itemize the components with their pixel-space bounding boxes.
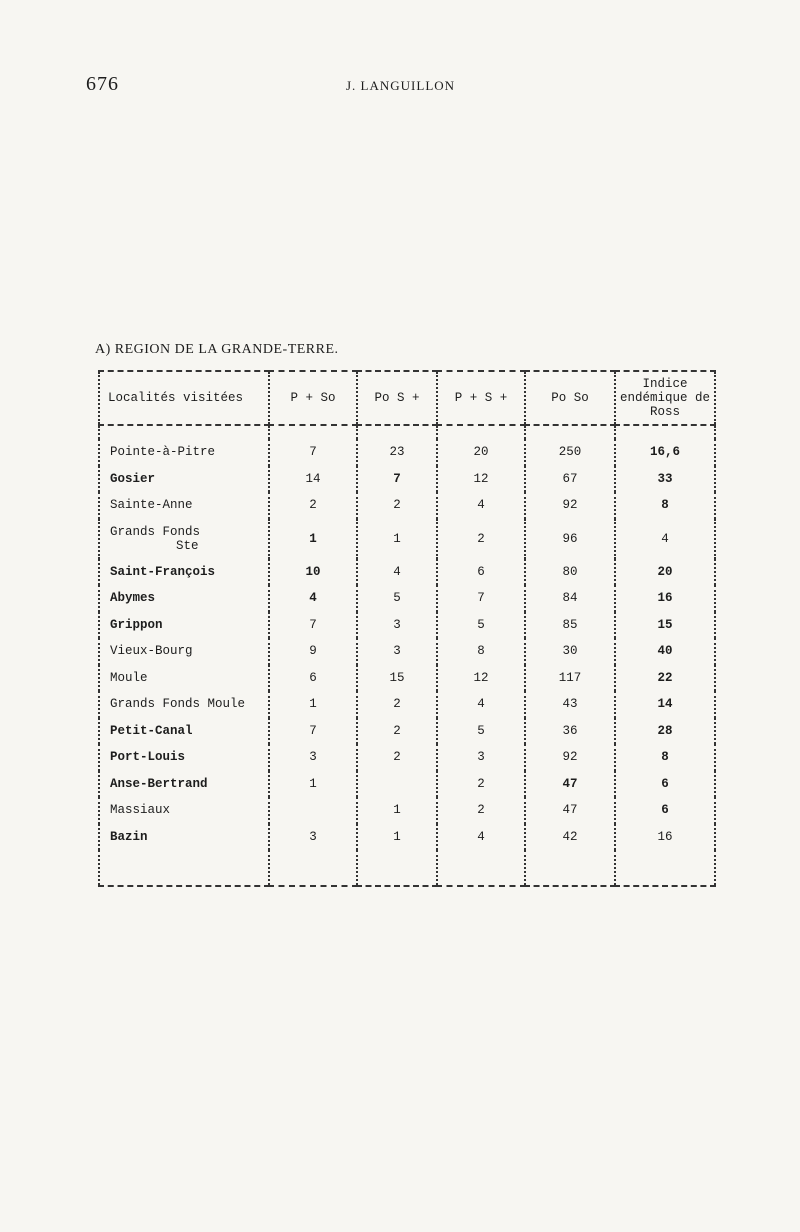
value-cell: 4 [269,585,357,612]
table-row [99,665,715,692]
value-cell: 84 [525,585,615,612]
value-cell: 23 [357,439,437,466]
value-cell: 1 [269,771,357,798]
value-cell: 15 [615,612,715,639]
value-cell: 36 [525,718,615,745]
value-cell: 117 [525,665,615,692]
value-cell: 3 [269,744,357,771]
value-cell: 5 [437,612,525,639]
value-cell: 7 [437,585,525,612]
value-cell: 14 [615,691,715,718]
value-cell: 4 [357,559,437,586]
table-row [99,585,715,612]
locality-cell: Gosier [99,466,269,493]
locality-line-1: Grands Fonds [110,524,201,539]
value-cell: 2 [269,492,357,519]
column-header: Po So [525,371,615,425]
value-cell: 5 [357,585,437,612]
value-cell: 16 [615,824,715,851]
locality-cell: Port-Louis [99,744,269,771]
table-spacer-row [99,425,715,439]
value-cell: 4 [437,824,525,851]
value-cell: 8 [615,744,715,771]
value-cell: 4 [437,492,525,519]
value-cell: 2 [437,771,525,798]
value-cell: 22 [615,665,715,692]
table-row [99,744,715,771]
table-row [99,718,715,745]
value-cell: 7 [269,439,357,466]
data-table [98,370,716,887]
column-header: Po S + [357,371,437,425]
value-cell: 80 [525,559,615,586]
value-cell [357,771,437,798]
value-cell: 2 [437,519,525,559]
table-row [99,519,715,559]
value-cell: 2 [357,718,437,745]
locality-line-2: Ste [176,538,199,553]
page-number: 676 [86,73,119,95]
value-cell: 2 [437,797,525,824]
value-cell: 40 [615,638,715,665]
value-cell: 33 [615,466,715,493]
value-cell: 1 [357,519,437,559]
locality-cell: Pointe-à-Pitre [99,439,269,466]
value-cell: 6 [437,559,525,586]
locality-cell: Saint-François [99,559,269,586]
value-cell: 3 [357,612,437,639]
value-cell: 9 [269,638,357,665]
value-cell: 42 [525,824,615,851]
value-cell: 3 [269,824,357,851]
value-cell: 20 [437,439,525,466]
column-header: Indice endémique de Ross [615,371,715,425]
value-cell: 1 [357,797,437,824]
value-cell: 12 [437,466,525,493]
value-cell: 1 [269,519,357,559]
table-row [99,638,715,665]
value-cell: 7 [357,466,437,493]
locality-cell: Massiaux [99,797,269,824]
table-row [99,797,715,824]
value-cell: 30 [525,638,615,665]
value-cell [269,797,357,824]
value-cell: 47 [525,771,615,798]
value-cell: 92 [525,744,615,771]
value-cell: 12 [437,665,525,692]
table-row [99,439,715,466]
table-spacer-row [99,850,715,886]
locality-cell: Bazin [99,824,269,851]
value-cell: 6 [615,797,715,824]
value-cell: 6 [615,771,715,798]
value-cell: 20 [615,559,715,586]
value-cell: 7 [269,612,357,639]
table-row [99,612,715,639]
value-cell: 2 [357,691,437,718]
value-cell: 2 [357,744,437,771]
value-cell: 2 [357,492,437,519]
locality-cell: Grippon [99,612,269,639]
column-header: P + So [269,371,357,425]
value-cell: 1 [269,691,357,718]
table-row [99,691,715,718]
value-cell: 3 [437,744,525,771]
value-cell: 7 [269,718,357,745]
value-cell: 43 [525,691,615,718]
locality-cell: Sainte-Anne [99,492,269,519]
value-cell: 15 [357,665,437,692]
value-cell: 28 [615,718,715,745]
locality-cell: Moule [99,665,269,692]
table-row [99,559,715,586]
locality-cell: Petit-Canal [99,718,269,745]
value-cell: 4 [437,691,525,718]
section-title: A) REGION DE LA GRANDE-TERRE. [95,342,339,357]
value-cell: 3 [357,638,437,665]
value-cell: 8 [437,638,525,665]
value-cell: 47 [525,797,615,824]
locality-cell: Vieux-Bourg [99,638,269,665]
table-row [99,466,715,493]
running-head: J. LANGUILLON [346,78,456,93]
value-cell: 16,6 [615,439,715,466]
locality-cell: Abymes [99,585,269,612]
value-cell: 85 [525,612,615,639]
value-cell: 14 [269,466,357,493]
table-row [99,492,715,519]
table-row [99,771,715,798]
column-header: Localités visitées [99,371,269,425]
table-row [99,824,715,851]
value-cell: 96 [525,519,615,559]
value-cell: 67 [525,466,615,493]
locality-cell: Anse-Bertrand [99,771,269,798]
value-cell: 8 [615,492,715,519]
locality-cell: Grands Fonds Moule [99,691,269,718]
column-header: P + S + [437,371,525,425]
value-cell: 1 [357,824,437,851]
value-cell: 16 [615,585,715,612]
table-header-row [99,371,715,425]
value-cell: 5 [437,718,525,745]
data-table-container [98,370,714,887]
locality-cell [99,519,269,559]
value-cell: 6 [269,665,357,692]
value-cell: 92 [525,492,615,519]
value-cell: 10 [269,559,357,586]
value-cell: 250 [525,439,615,466]
value-cell: 4 [615,519,715,559]
